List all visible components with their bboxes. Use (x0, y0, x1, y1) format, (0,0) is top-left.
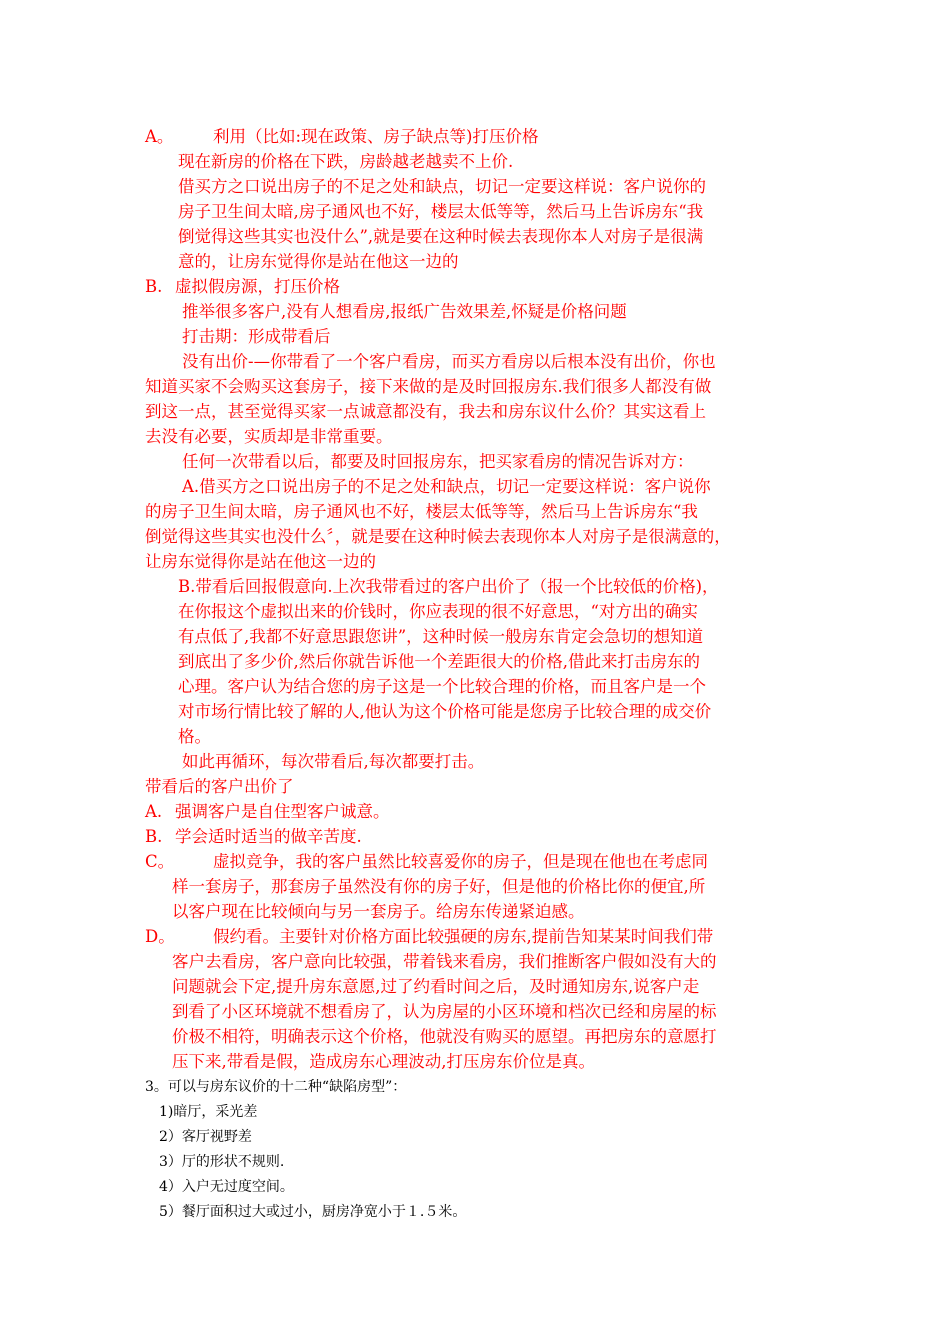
section-heading: 带看后的客户出价了 (145, 777, 294, 796)
item-a-heading (145, 125, 539, 149)
text-line: 客户去看房，客户意向比较强，带着钱来看房，我们推断客户假如没有大的 (172, 952, 717, 971)
list-item (145, 825, 362, 849)
text-line: 压下来,带看是假，造成房东心理波动,打压房东价位是真。 (172, 1052, 595, 1071)
text-line: 价极不相符，明确表示这个价格，他就没有购买的愿望。再把房东的意愿打 (172, 1027, 717, 1046)
list-marker: B. (145, 277, 163, 296)
list-item: 3）厅的形状不规则. (159, 1154, 285, 1170)
text-line: 打击期：形成带看后 (182, 327, 331, 346)
text-line: 到这一点，甚至觉得买家一点诚意都没有，我去和房东议什么价？其实这看上 (145, 402, 706, 421)
text-line: 心理。客户认为结合您的房子这是一个比较合理的价格，而且客户是一个 (178, 677, 706, 696)
text-line: 问题就会下定,提升房东意愿,过了约看时间之后，及时通知房东,说客户走 (172, 977, 700, 996)
text-line: 利用（比如:现在政策、房子缺点等)打压价格 (213, 127, 539, 146)
text-line: 对市场行情比较了解的人,他认为这个价格可能是您房子比较合理的成交价 (178, 702, 712, 721)
text-line: 意的，让房东觉得你是站在他这一边的 (178, 252, 459, 271)
text-line: 让房东觉得你是站在他这一边的 (145, 552, 376, 571)
list-item: 5）餐厅面积过大或过小，厨房净宽小于１.５米。 (159, 1204, 467, 1220)
text-line: 强调客户是自住型客户诚意。 (175, 802, 390, 821)
list-item: 1)暗厅，采光差 (159, 1104, 258, 1120)
list-item (145, 925, 713, 949)
list-item: 4）入户无过度空间。 (159, 1179, 294, 1195)
text-line: 任何一次带看以后，都要及时回报房东，把买家看房的情况告诉对方： (182, 452, 694, 471)
list-item: 2）客厅视野差 (159, 1129, 252, 1145)
text-line: 样一套房子，那套房子虽然没有你的房子好，但是他的价格比你的便宜,所 (172, 877, 706, 896)
text-line: 的房子卫生间太暗，房子通风也不好，楼层太低等等，然后马上告诉房东“我 (145, 502, 698, 521)
text-line: 借买方之口说出房子的不足之处和缺点，切记一定要这样说：客户说你的 (178, 177, 706, 196)
list-marker: B. (145, 827, 163, 846)
text-line: 倒觉得这些其实也没什么〞，就是要在这种时候去表现你本人对房子是很满意的， (145, 527, 731, 546)
list-marker: A。 (145, 127, 174, 146)
section-heading: 3。可以与房东议价的十二种“缺陷房型”： (145, 1079, 407, 1095)
list-item (145, 850, 708, 874)
text-line: B.带看后回报假意向.上次我带看过的客户出价了（报一个比较低的价格)， (178, 577, 719, 596)
text-line: 到看了小区环境就不想看房了，认为房屋的小区环境和档次已经和房屋的标 (172, 1002, 717, 1021)
text-line: 到底出了多少价,然后你就告诉他一个差距很大的价格,借此来打击房东的 (178, 652, 700, 671)
text-line: 倒觉得这些其实也没什么”,就是要在这种时候去表现你本人对房子是很满 (178, 227, 704, 246)
text-line: 去没有必要，实质却是非常重要。 (145, 427, 393, 446)
text-line: 格。 (178, 727, 211, 746)
list-marker: A. (145, 802, 163, 821)
text-line: A.借买方之口说出房子的不足之处和缺点，切记一定要这样说：客户说你 (182, 477, 711, 496)
text-line: 在你报这个虚拟出来的价钱时，你应表现的很不好意思，“对方出的确实 (178, 602, 698, 621)
list-marker: D。 (145, 927, 175, 946)
text-line: 以客户现在比较倾向与另一套房子。给房东传递紧迫感。 (172, 902, 585, 921)
text-line: 有点低了,我都不好意思跟您讲”，这种时候一般房东肯定会急切的想知道 (178, 627, 704, 646)
text-line: 如此再循环，每次带看后,每次都要打击。 (182, 752, 485, 771)
list-item (145, 800, 390, 824)
text-line: 假约看。主要针对价格方面比较强硬的房东,提前告知某某时间我们带 (213, 927, 714, 946)
text-line: 没有出价-—你带看了一个客户看房，而买方看房以后根本没有出价，你也 (182, 352, 716, 371)
text-line: 推举很多客户,没有人想看房,报纸广告效果差,怀疑是价格问题 (182, 302, 627, 321)
list-marker: C。 (145, 852, 175, 871)
text-line: 虚拟假房源，打压价格 (175, 277, 340, 296)
text-line: 现在新房的价格在下跌，房龄越老越卖不上价. (178, 152, 514, 171)
text-line: 虚拟竞争，我的客户虽然比较喜爱你的房子，但是现在他也在考虑同 (213, 852, 708, 871)
text-line: 知道买家不会购买这套房子，接下来做的是及时回报房东.我们很多人都没有做 (145, 377, 712, 396)
text-line: 学会适时适当的做辛苦度. (175, 827, 362, 846)
item-b-heading (145, 275, 340, 299)
text-line: 房子卫生间太暗,房子通风也不好，楼层太低等等，然后马上告诉房东“我 (178, 202, 704, 221)
